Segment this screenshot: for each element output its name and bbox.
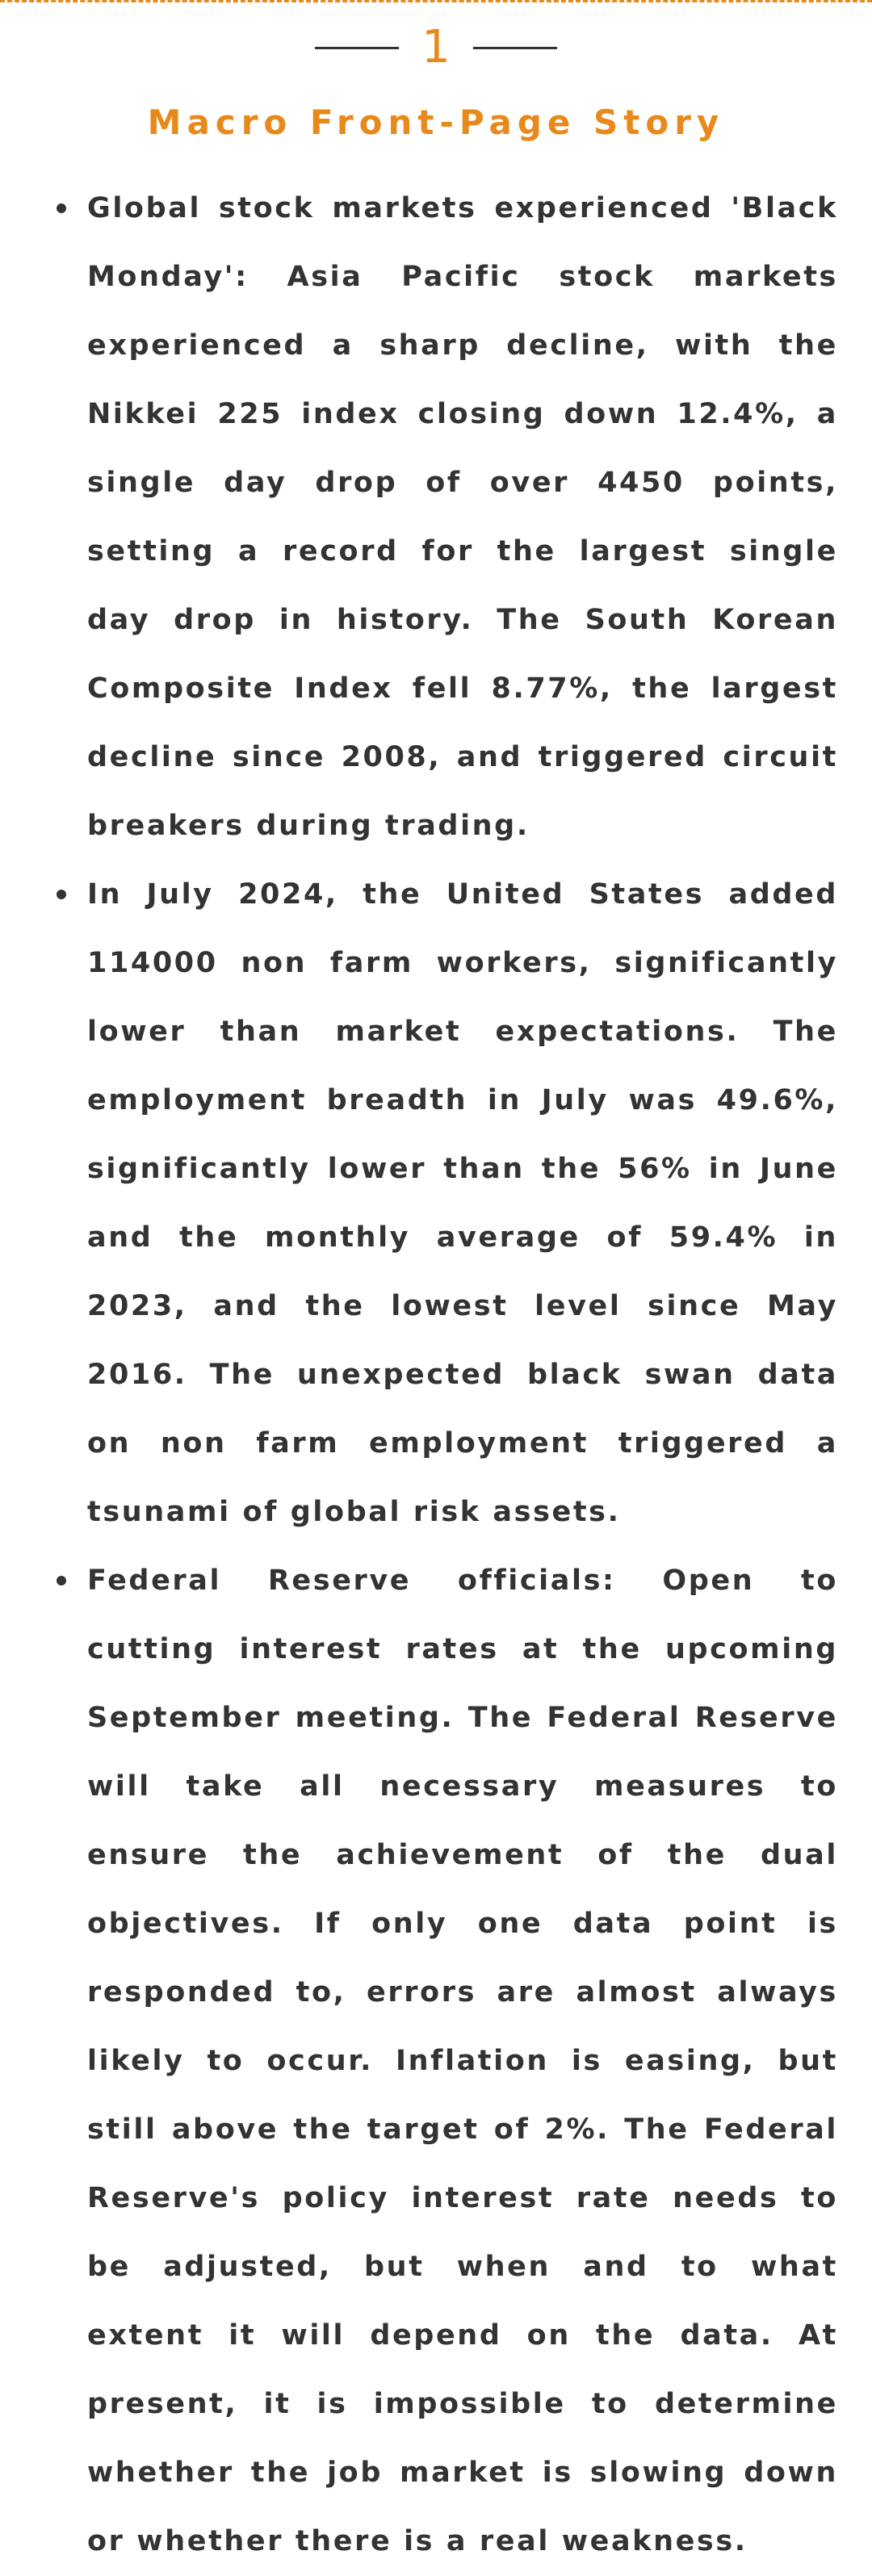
story-item-nonfarm-payrolls: [0, 861, 872, 1547]
story-item-black-monday: [0, 174, 872, 861]
story-item-federal-reserve: [0, 1547, 872, 2576]
story-text: In July 2024, the United States added 114000 non farm workers, significantly lower than market expectations. The employment breadth in July was 49.6%, significantly lower than the 56% in June and the monthly average of 59.4% in 2023, and the lowest level since May 2016. The unexpected black swan data on non farm employment triggered a tsunami of global risk assets.: [87, 878, 838, 1528]
story-list: [0, 174, 872, 2576]
right-rule-line: [473, 47, 557, 49]
section-header: [0, 18, 872, 145]
section-number-row: [0, 18, 872, 77]
top-dashed-border: [0, 0, 872, 2]
section-title: Macro Front-Page Story: [147, 103, 725, 142]
bullet-dot-icon: [57, 890, 66, 899]
left-rule-line: [315, 47, 399, 49]
section-number: 1: [421, 21, 451, 73]
story-text: Federal Reserve officials: Open to cutting interest rates at the upcoming September meeting. The Federal Reserve will take all necessary measures to ensure the achievement of the dual objectives. If only one data point is responded to, errors are almost always likely to occur. Inflation is easing, but still above the target of 2%. The Federal Reserve's policy interest rate needs to be adjusted, but when and to what extent it will depend on the data. At present, it is impossible to determine whether the job market is slowing down or whether there is a real weakness.: [87, 1564, 838, 2557]
story-text: Global stock markets experienced 'Black Monday': Asia Pacific stock markets experienced a sharp decline, with the Nikkei 225 index closing down 12.4%, a single day drop of over 4450 points, setting a record for the largest single day drop in history. The South Korean Composite Index fell 8.77%, the largest decline since 2008, and triggered circuit breakers during trading.: [87, 192, 838, 842]
story-content: [0, 174, 872, 2576]
bullet-dot-icon: [57, 1576, 66, 1585]
bullet-dot-icon: [57, 203, 66, 213]
